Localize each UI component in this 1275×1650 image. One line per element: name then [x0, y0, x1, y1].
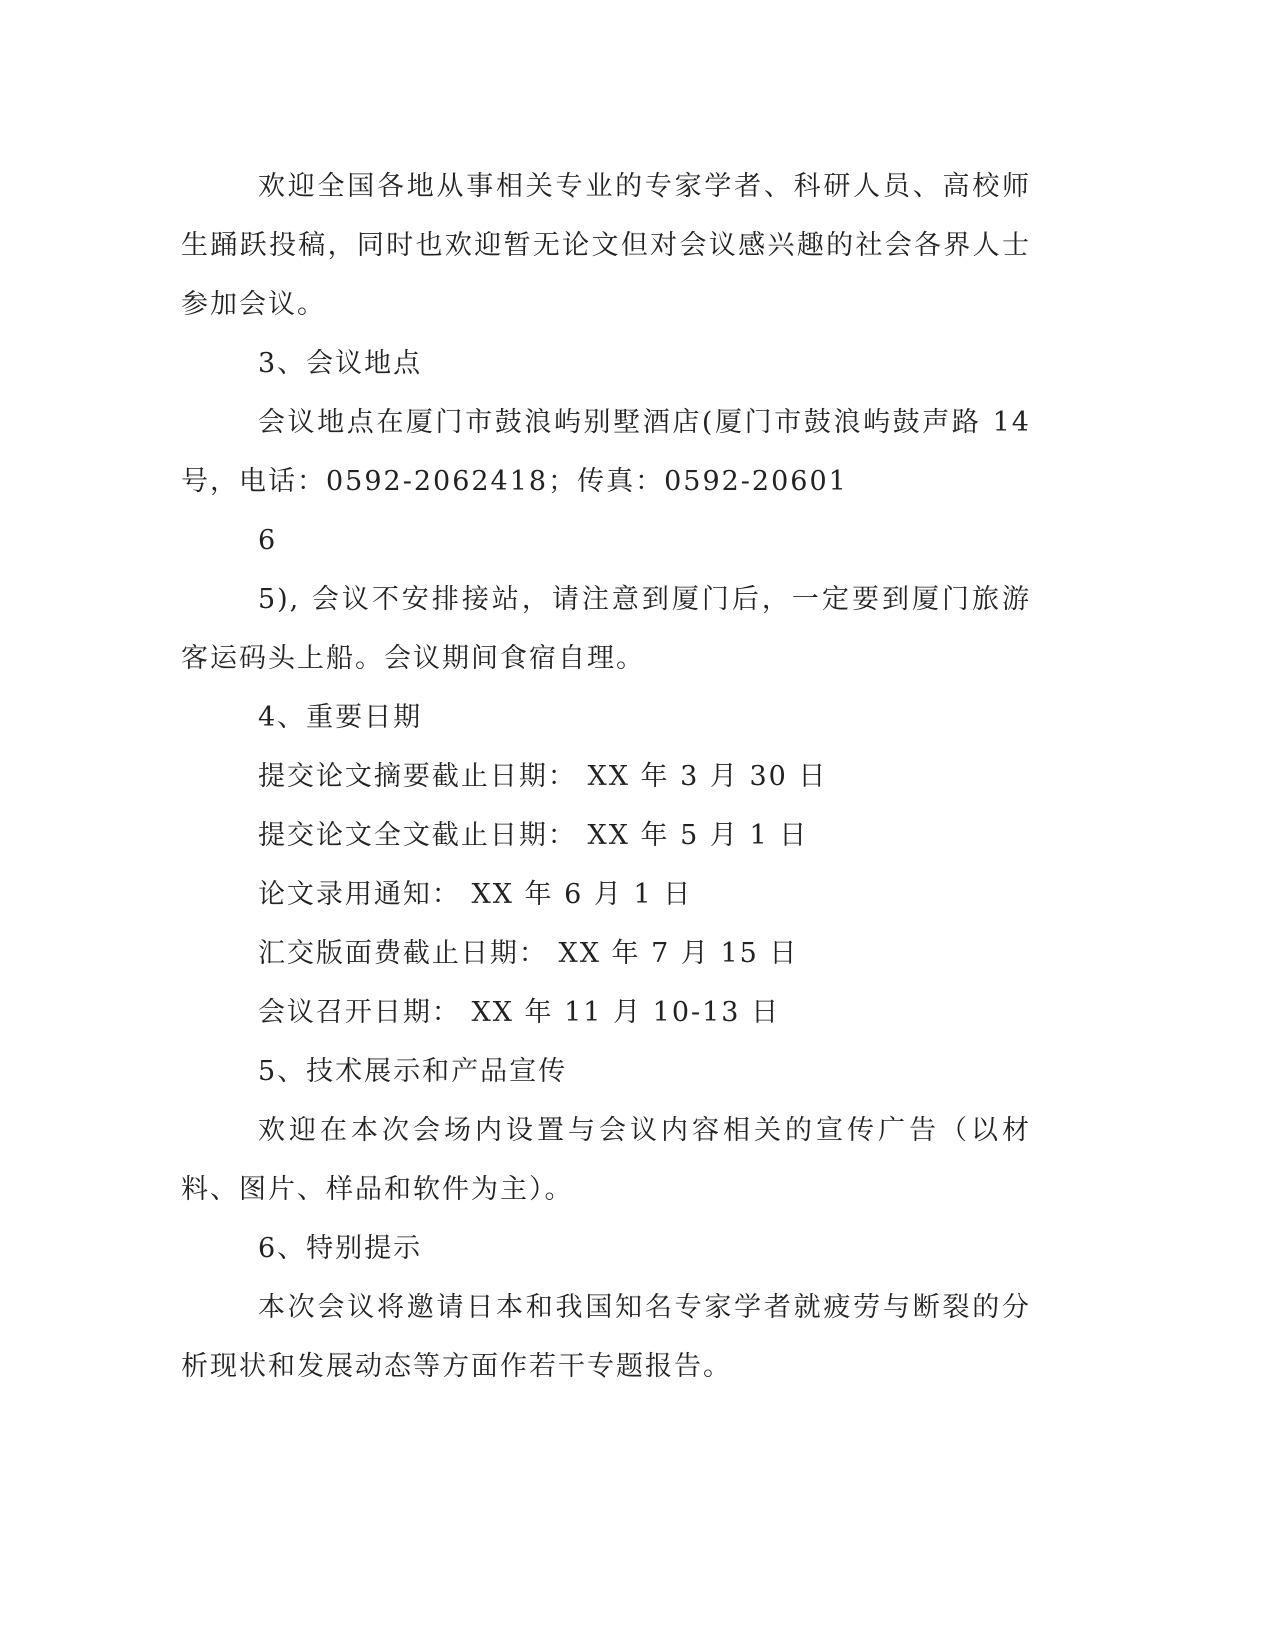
paragraph-fax-fragment: 6 [257, 525, 278, 556]
paragraph-venue-address: 会议地点在厦门市鼓浪屿别墅酒店(厦门市鼓浪屿鼓声路 14 号，电话：0592-2062418；传真：0592-20601 [181, 407, 1031, 497]
date-conference: 会议召开日期： XX 年 11 月 10-13 日 [257, 997, 781, 1028]
document-body [181, 157, 1031, 1396]
date-abstract-deadline: 提交论文摘要截止日期： XX 年 3 月 30 日 [257, 761, 828, 792]
date-page-fee-deadline: 汇交版面费截止日期： XX 年 7 月 15 日 [257, 938, 799, 969]
date-acceptance-notice: 论文录用通知： XX 年 6 月 1 日 [257, 879, 693, 910]
paragraph-exhibition: 欢迎在本次会场内设置与会议内容相关的宣传广告（以材料、图片、样品和软件为主）。 [181, 1115, 1031, 1205]
paragraph-transport-note: 5), 会议不安排接站，请注意到厦门后，一定要到厦门旅游客运码头上船。会议期间食宿自理。 [181, 584, 1031, 674]
heading-important-dates: 4、重要日期 [257, 702, 423, 733]
heading-venue: 3、会议地点 [257, 348, 423, 379]
paragraph-special-notice: 本次会议将邀请日本和我国知名专家学者就疲劳与断裂的分析现状和发展动态等方面作若干专题报告。 [181, 1292, 1031, 1382]
date-fulltext-deadline: 提交论文全文截止日期： XX 年 5 月 1 日 [257, 820, 809, 851]
paragraph-welcome: 欢迎全国各地从事相关专业的专家学者、科研人员、高校师生踊跃投稿，同时也欢迎暂无论文但对会议感兴趣的社会各界人士参加会议。 [181, 171, 1031, 320]
heading-special-notice: 6、特别提示 [257, 1233, 423, 1264]
heading-exhibition: 5、技术展示和产品宣传 [257, 1056, 568, 1087]
